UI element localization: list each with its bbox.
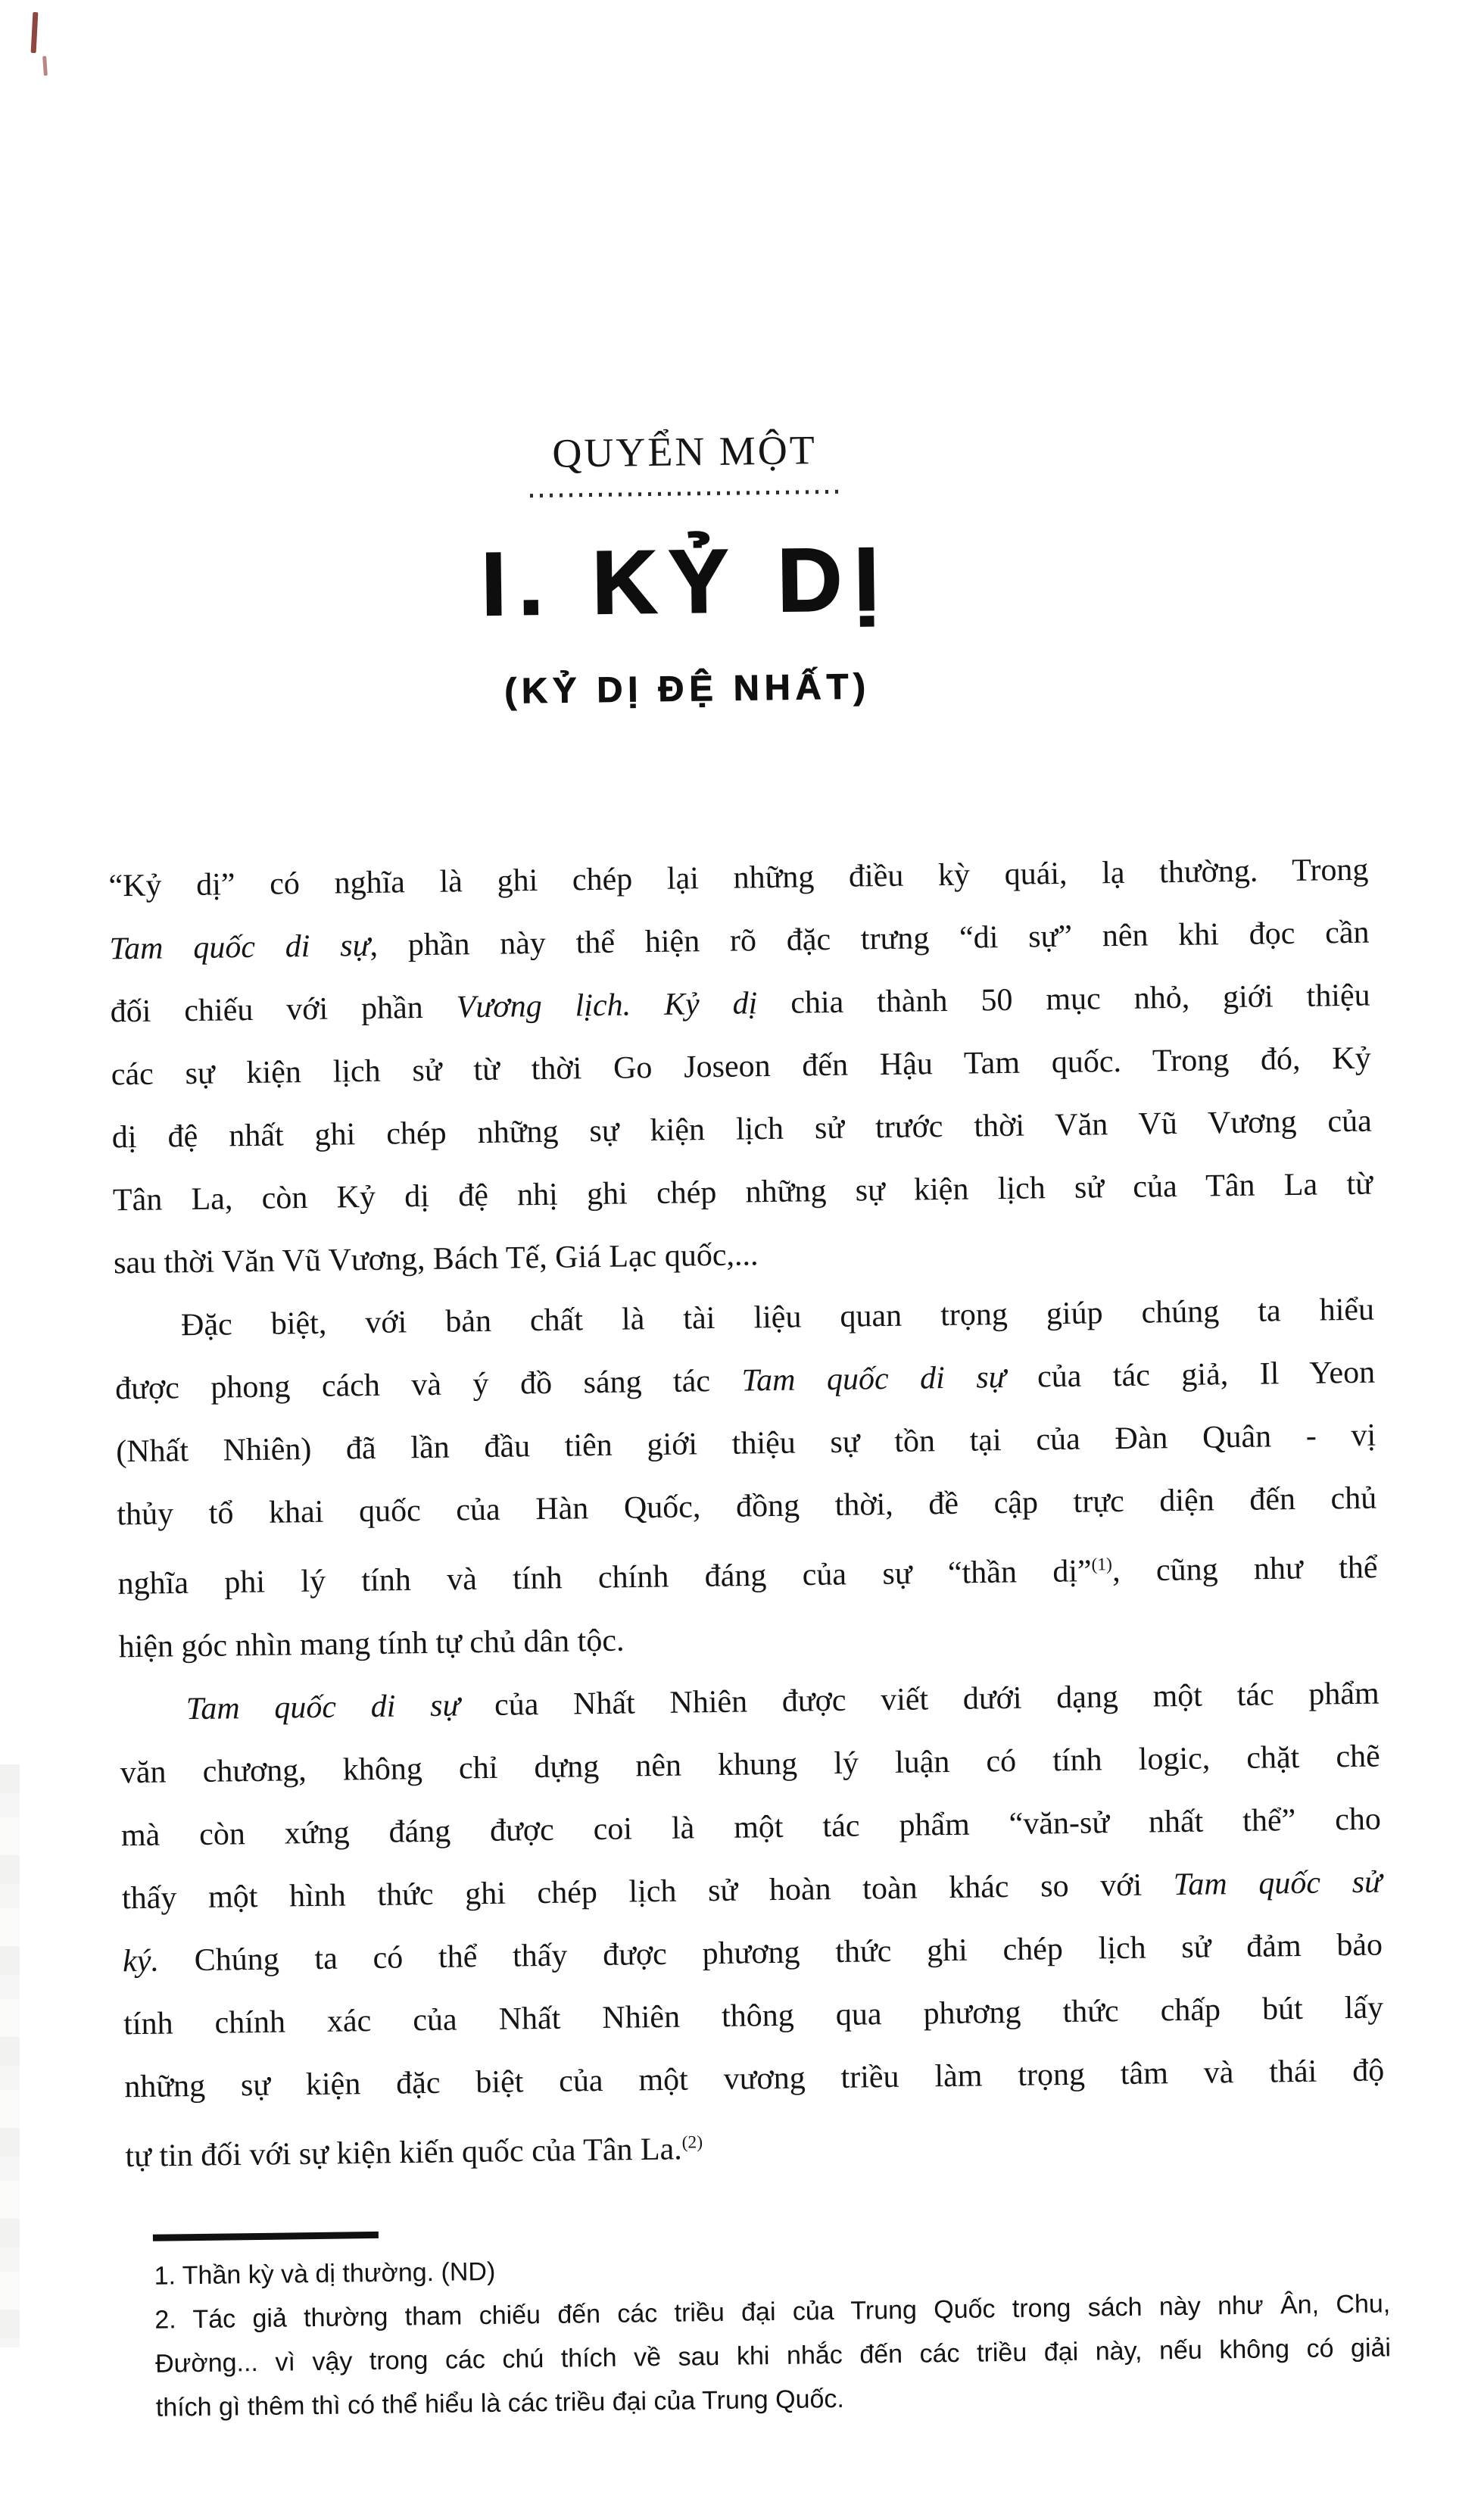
text-segment: , cũng như thể [1111, 1550, 1378, 1589]
text-segment: (Nhất Nhiên) đã lần đầu tiên giới thiệu sự tồn tại của Đàn Quân - vị [116, 1418, 1376, 1470]
text-segment: Vương lịch. Kỷ dị [456, 986, 758, 1025]
text-segment: 1. Thần kỳ và dị thường. (ND) [154, 2257, 496, 2291]
text-segment: Tân La, còn Kỷ dị đệ nhị ghi chép những sự kiện lịch sử của Tân La từ [112, 1166, 1373, 1218]
footnote-ref: (2) [681, 2132, 703, 2153]
text-segment: thích gì thêm thì có thể hiểu là các triều đại của Trung Quốc. [155, 2384, 845, 2422]
text-segment: Đặc biệt, với bản chất là tài liệu quan trọng giúp chúng ta hiểu [180, 1292, 1375, 1343]
text-segment: Chúng ta có thể thấy được phương thức ghi chép lịch sử đảm bảo [158, 1927, 1383, 1979]
text-segment: Tam quốc di sự [741, 1359, 1006, 1399]
chapter-subtitle: (KỶ DỊ ĐỆ NHẤT) [504, 666, 871, 711]
text-segment: nghĩa phi lý tính và tính chính đáng của sự “thần dị” [117, 1554, 1092, 1602]
text-segment: ký. [122, 1943, 160, 1979]
text-segment: 2. Tác giả thường tham chiếu đến các triều đại của Trung Quốc trong sách này như Ân, Chu, [154, 2289, 1391, 2335]
text-segment: của tác giả, Il Yeon [1005, 1355, 1376, 1395]
footnote-rule [153, 2232, 379, 2241]
text-segment: chia thành 50 mục nhỏ, giới thiệu [757, 978, 1370, 1022]
text-segment: sau thời Văn Vũ Vương, Bách Tế, Giá Lạc quốc,... [113, 1237, 759, 1281]
text-segment: thủy tổ khai quốc của Hàn Quốc, đồng thời, đề cập trực diện đến chủ [117, 1480, 1377, 1533]
text-segment: dị đệ nhất ghi chép những sự kiện lịch sử trước thời Văn Vũ Vương của [111, 1103, 1373, 1156]
text-segment: Tam quốc di sự [186, 1688, 460, 1727]
text-segment: được phong cách và ý đồ sáng tác [114, 1363, 742, 1407]
text-segment: thấy một hình thức ghi chép lịch sử hoàn toàn khác so với [121, 1867, 1174, 1916]
text-segment: các sự kiện lịch sử từ thời Go Joseon đến Hậu Tam quốc. Trong đó, Kỷ [111, 1040, 1371, 1093]
text-segment: hiện góc nhìn mang tính tự chủ dân tộc. [118, 1623, 625, 1664]
text-segment: Tam quốc di sự [109, 928, 370, 967]
chapter-title: I. KỶ DỊ [480, 529, 892, 635]
text-segment: của Nhất Nhiên được viết dưới dạng một tác phẩm [460, 1676, 1380, 1723]
text-segment: Đường... vì vậy trong các chú thích về sau khi nhắc đến các triều đại này, nếu không có giải [154, 2333, 1392, 2378]
text-segment: mà còn xứng đáng được coi là một tác phẩm “văn-sử nhất thể” cho [120, 1801, 1382, 1853]
text-segment: tính chính xác của Nhất Nhiên thông qua phương thức chấp bút lấy [123, 1990, 1384, 2042]
footnote-ref: (1) [1091, 1555, 1113, 1575]
text-segment: , phần này thể hiện rõ đặc trưng “di sự” nên khi đọc cần [369, 915, 1370, 963]
text-segment: văn chương, không chỉ dựng nên khung lý luận có tính logic, chặt chẽ [120, 1739, 1381, 1790]
text-segment: đối chiếu với phần [110, 990, 457, 1030]
footnotes [154, 2238, 1392, 2429]
heading-group [0, 0, 1420, 711]
body-text [108, 839, 1386, 2188]
text-segment: tự tin đối với sự kiện kiến quốc của Tân La. [125, 2131, 683, 2174]
dotted-divider [530, 490, 840, 498]
text-segment: “Kỷ dị” có nghĩa là ghi chép lại những điều kỳ quái, lạ thường. Trong [108, 852, 1369, 904]
text-segment: Tam quốc sử [1173, 1864, 1383, 1902]
text-segment: những sự kiện đặc biệt của một vương triều làm trọng tâm và thái độ [123, 2053, 1385, 2104]
volume-kicker: QUYỂN MỘT [551, 427, 818, 476]
